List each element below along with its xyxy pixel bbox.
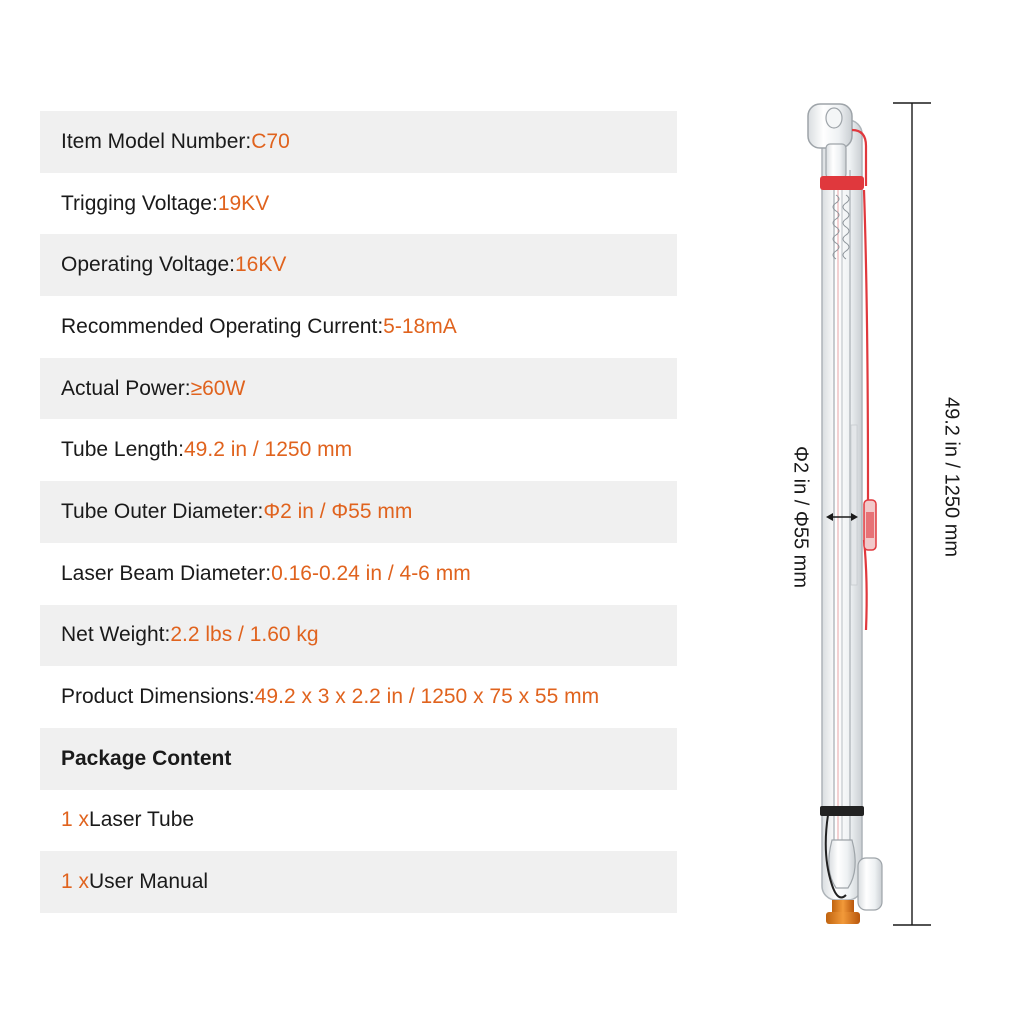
spec-value: 19KV bbox=[217, 191, 270, 215]
diameter-dimension-label: Φ2 in / Φ55 mm bbox=[789, 446, 812, 588]
spec-label: Tube Outer Diameter: bbox=[61, 499, 264, 523]
spec-value: C70 bbox=[251, 129, 290, 153]
spec-value: 16KV bbox=[234, 253, 287, 277]
tube-label-sticker bbox=[851, 425, 857, 585]
spec-value: 5-18mA bbox=[383, 314, 457, 338]
spec-label: Net Weight: bbox=[61, 623, 171, 647]
length-dimension-label: 49.2 in / 1250 mm bbox=[940, 396, 963, 558]
bottom-black-band bbox=[820, 806, 864, 816]
spec-value: 0.16-0.24 in / 4-6 mm bbox=[271, 561, 471, 585]
spec-label: Product Dimensions: bbox=[61, 685, 255, 709]
package-item-qty: 1 x bbox=[61, 870, 90, 894]
package-item-name: Laser Tube bbox=[89, 808, 195, 832]
spec-value: 2.2 lbs / 1.60 kg bbox=[170, 623, 319, 647]
package-heading-label: Package Content bbox=[61, 746, 232, 770]
package-item-qty: 1 x bbox=[61, 808, 90, 832]
spec-value: ≥60W bbox=[190, 376, 246, 400]
package-item-name: User Manual bbox=[89, 870, 209, 894]
spec-value: 49.2 x 3 x 2.2 in / 1250 x 75 x 55 mm bbox=[254, 685, 600, 709]
wire-connector bbox=[864, 500, 876, 550]
spec-label: Laser Beam Diameter: bbox=[61, 561, 272, 585]
spec-label: Item Model Number: bbox=[61, 129, 252, 153]
top-red-band bbox=[820, 176, 864, 190]
spec-value: Φ2 in / Φ55 mm bbox=[263, 499, 413, 523]
spec-label: Trigging Voltage: bbox=[61, 191, 218, 215]
spec-label: Operating Voltage: bbox=[61, 253, 235, 277]
output-cap bbox=[826, 900, 860, 924]
length-dimension-line bbox=[893, 103, 931, 925]
spec-label: Recommended Operating Current: bbox=[61, 314, 384, 338]
spec-label: Actual Power: bbox=[61, 376, 191, 400]
spec-value: 49.2 in / 1250 mm bbox=[184, 438, 353, 462]
spec-label: Tube Length: bbox=[61, 438, 184, 462]
